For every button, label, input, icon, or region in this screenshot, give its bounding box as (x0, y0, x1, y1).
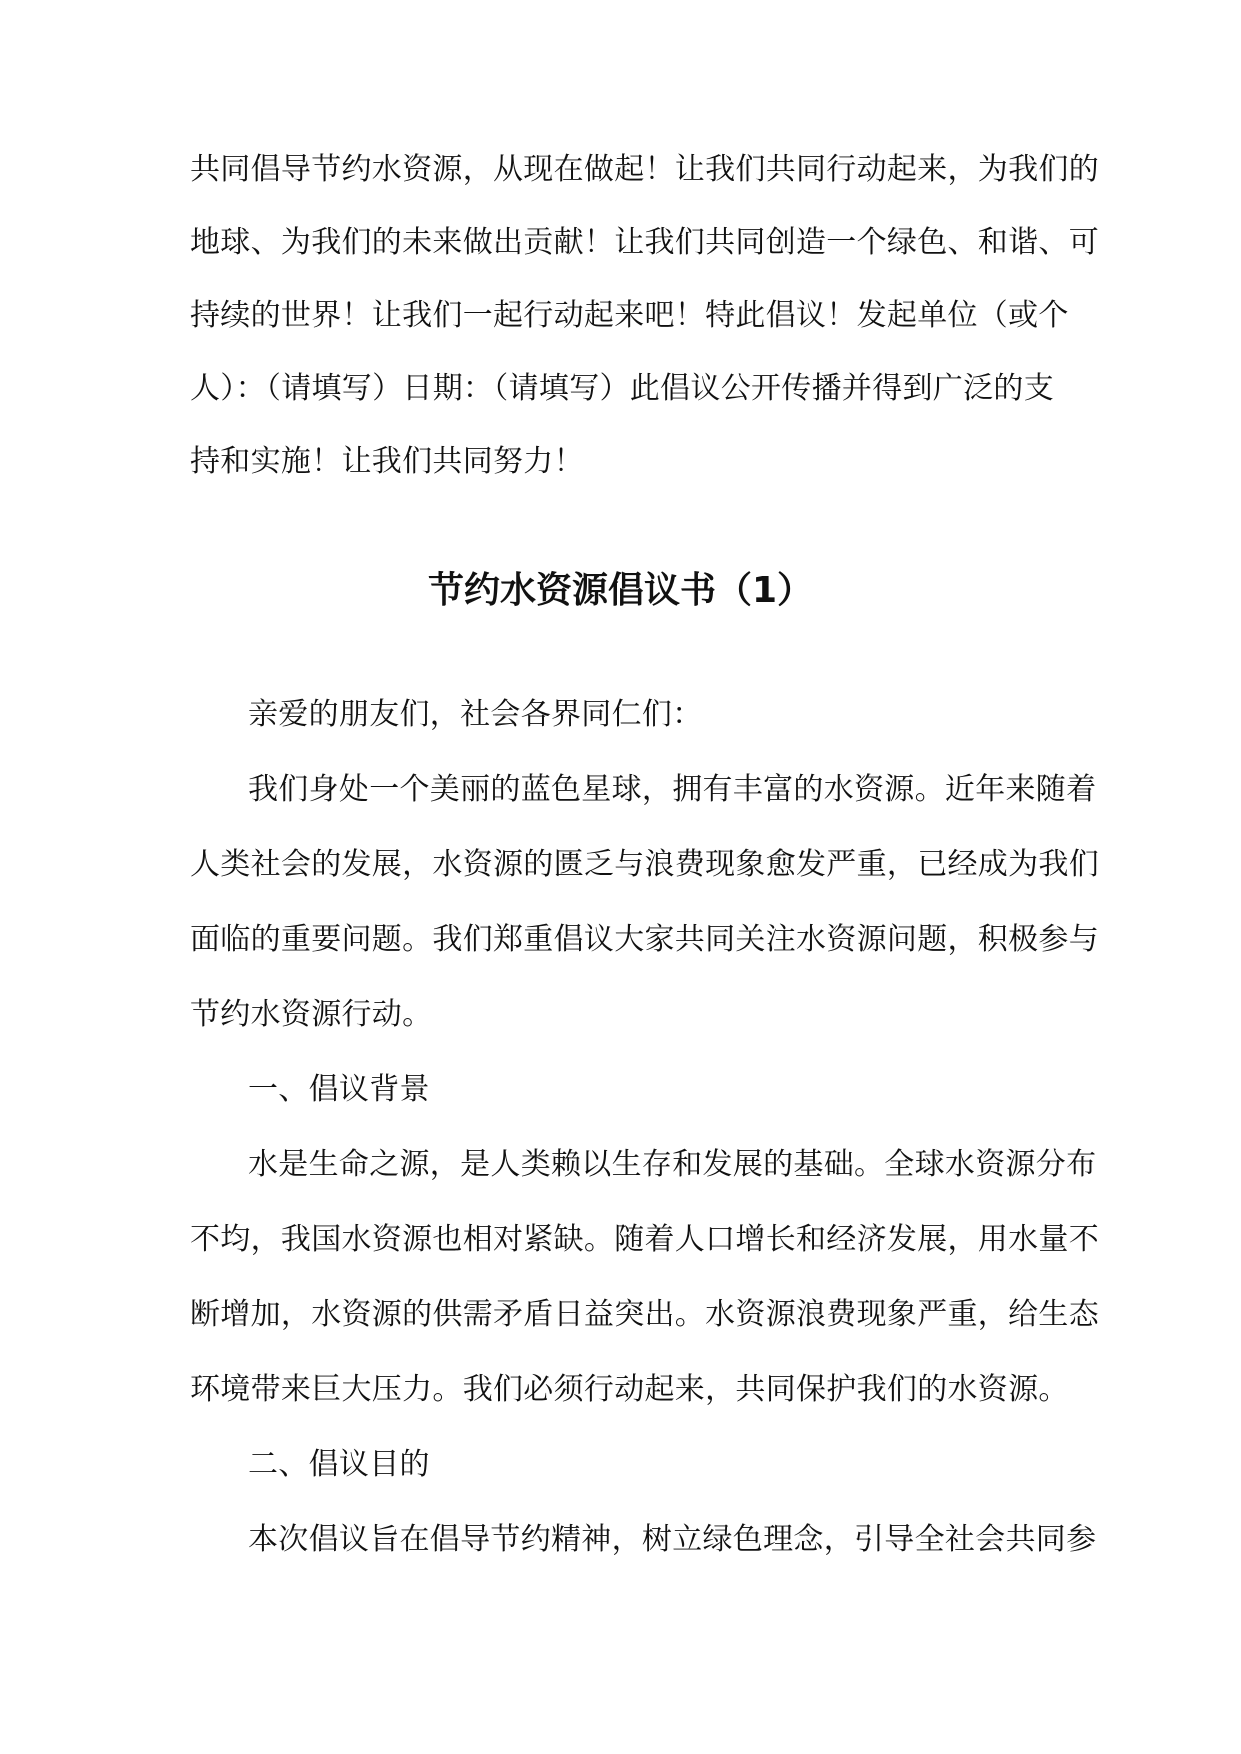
section-heading-background: 一、倡议背景 (248, 1072, 430, 1107)
text-line: 不均，我国水资源也相对紧缺。随着人口增长和经济发展，用水量不 (190, 1222, 1099, 1257)
text-line: 持续的世界！让我们一起行动起来吧！特此倡议！发起单位（或个 (190, 298, 1069, 333)
salutation: 亲爱的朋友们，社会各界同仁们： (248, 697, 703, 732)
text-line: 人）：（请填写）日期：（请填写）此倡议公开传播并得到广泛的支 (190, 371, 1054, 406)
text-line: 水是生命之源，是人类赖以生存和发展的基础。全球水资源分布 (248, 1147, 1097, 1182)
text-line: 持和实施！让我们共同努力！ (190, 444, 584, 479)
text-line: 本次倡议旨在倡导节约精神，树立绿色理念，引导全社会共同参 (248, 1522, 1097, 1557)
text-line: 人类社会的发展，水资源的匮乏与浪费现象愈发严重，已经成为我们 (190, 847, 1099, 882)
text-line: 面临的重要问题。我们郑重倡议大家共同关注水资源问题，积极参与 (190, 922, 1099, 957)
text-line: 共同倡导节约水资源，从现在做起！让我们共同行动起来，为我们的 (190, 152, 1099, 187)
text-line: 我们身处一个美丽的蓝色星球，拥有丰富的水资源。近年来随着 (248, 772, 1097, 807)
document-title: 节约水资源倡议书（1） (427, 570, 814, 611)
text-line: 断增加，水资源的供需矛盾日益突出。水资源浪费现象严重，给生态 (190, 1297, 1099, 1332)
section-heading-purpose: 二、倡议目的 (248, 1447, 430, 1482)
text-line: 节约水资源行动。 (190, 997, 433, 1032)
text-line: 环境带来巨大压力。我们必须行动起来，共同保护我们的水资源。 (190, 1372, 1069, 1407)
text-line: 地球、为我们的未来做出贡献！让我们共同创造一个绿色、和谐、可 (190, 225, 1099, 260)
